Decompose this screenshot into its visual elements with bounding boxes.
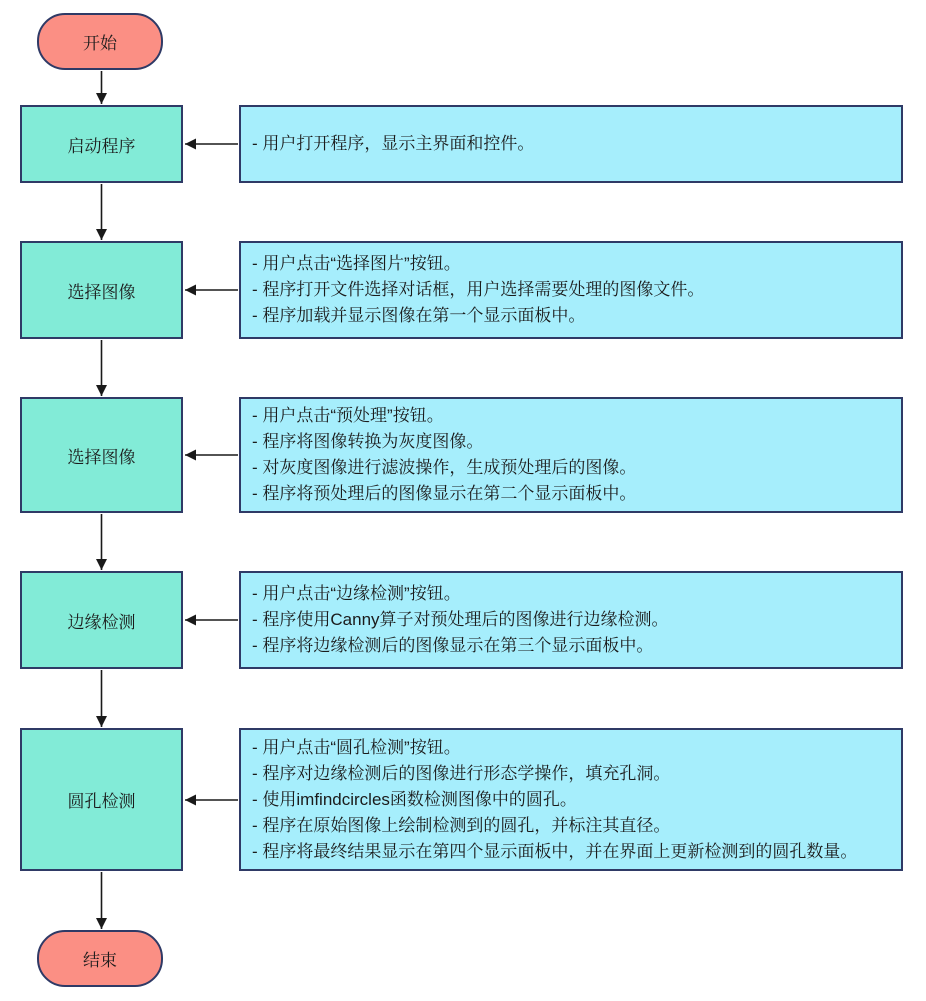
process-node-label: 圆孔检测 (67, 792, 136, 811)
note-line: - 用户点击“边缘检测”按钮。 (252, 584, 461, 603)
end-node-label: 结束 (83, 951, 117, 970)
process-node-select-image (20, 241, 183, 339)
note-line: - 程序将预处理后的图像显示在第二个显示面板中。 (252, 484, 637, 503)
note-line: - 程序在原始图像上绘制检测到的圆孔，并标注其直径。 (252, 815, 671, 835)
process-node-circle-detection (20, 728, 183, 871)
note-line: - 对灰度图像进行滤波操作，生成预处理后的图像。 (252, 458, 637, 477)
note-box-launch-program (239, 105, 903, 183)
note-line: - 程序加载并显示图像在第一个显示面板中。 (252, 306, 586, 325)
process-node-label: 边缘检测 (67, 612, 136, 632)
note-line: - 程序将边缘检测后的图像显示在第三个显示面板中。 (252, 636, 654, 655)
process-node-preprocess (20, 397, 183, 513)
note-line: - 用户点击“预处理”按钮。 (252, 406, 444, 425)
note-line: - 程序对边缘检测后的图像进行形态学操作，填充孔洞。 (252, 763, 671, 783)
note-line: - 程序使用Canny算子对预处理后的图像进行边缘检测。 (252, 610, 669, 629)
process-node-label: 启动程序 (67, 136, 136, 156)
note-line: - 用户点击“选择图片”按钮。 (252, 254, 461, 273)
start-node (37, 13, 163, 70)
note-line: - 程序打开文件选择对话框，用户选择需要处理的图像文件。 (252, 280, 705, 299)
note-box-circle-detection (239, 728, 903, 871)
start-node-label: 开始 (83, 34, 117, 53)
note-box-select-image (239, 241, 903, 339)
end-node (37, 930, 163, 987)
note-box-edge-detection (239, 571, 903, 669)
note-line: - 程序将图像转换为灰度图像。 (252, 432, 484, 451)
note-line: - 使用imfindcircles函数检测图像中的圆孔。 (252, 789, 577, 809)
process-node-label: 选择图像 (67, 282, 136, 302)
note-line: - 用户打开程序，显示主界面和控件。 (252, 134, 535, 153)
process-node-launch-program (20, 105, 183, 183)
process-node-label: 选择图像 (67, 447, 136, 467)
note-line: - 程序将最终结果显示在第四个显示面板中，并在界面上更新检测到的圆孔数量。 (252, 841, 858, 861)
note-line: - 用户点击“圆孔检测”按钮。 (252, 737, 461, 757)
note-box-preprocess (239, 397, 903, 513)
process-node-edge-detection (20, 571, 183, 669)
